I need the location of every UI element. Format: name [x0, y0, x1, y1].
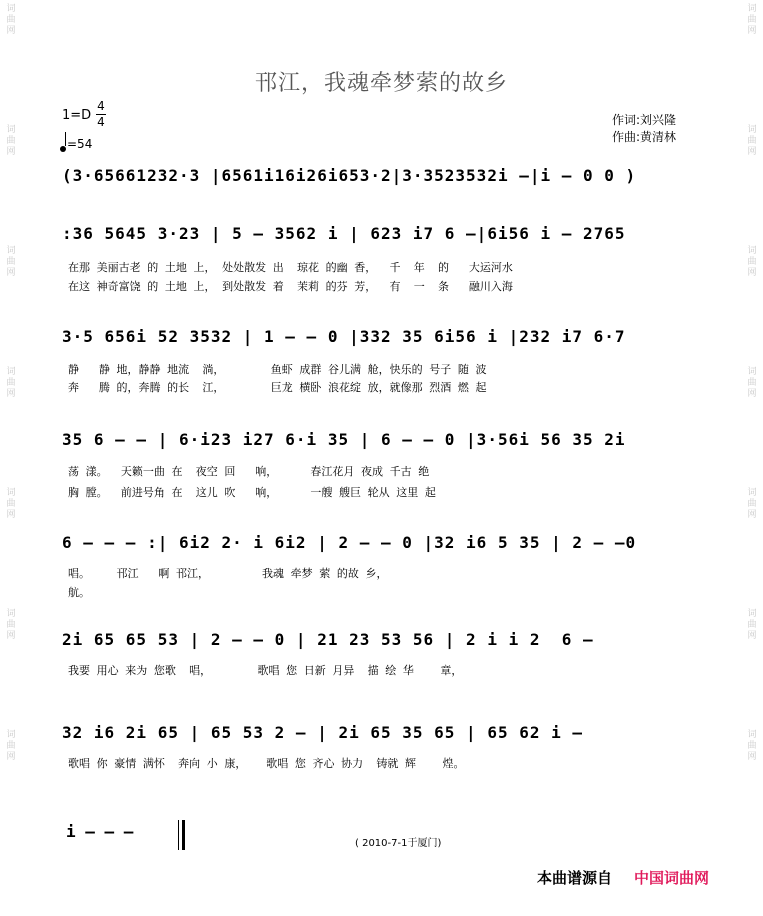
watermark-char: 网 — [747, 147, 757, 157]
key-signature: 1=D — [62, 108, 92, 123]
watermark-char: 曲 — [6, 620, 16, 630]
lyric-line: 在这 神奇富饶 的 土地 上， 到处散发 着 茉莉 的芬 芳， 有 一 条 融川入海 — [68, 280, 513, 293]
note-stem — [65, 132, 66, 146]
watermark-left — [4, 4, 18, 851]
watermark-char: 词 — [747, 125, 757, 135]
score-row: 6 – – – :| 6i2 2· i 6i2 | 2 – – 0 |32 i6 5 35 | 2 – –0 — [62, 533, 637, 552]
watermark-gap — [745, 158, 759, 246]
watermark-char: 曲 — [747, 15, 757, 25]
meter-bottom: 4 — [97, 115, 105, 129]
watermark-char: 网 — [6, 510, 16, 520]
final-barline-thick — [182, 820, 185, 850]
watermark-char: 曲 — [6, 257, 16, 267]
watermark-char: 网 — [6, 389, 16, 399]
watermark-gap — [745, 279, 759, 367]
tempo-marking — [60, 134, 92, 151]
watermark-right — [745, 4, 759, 851]
watermark-char: 曲 — [747, 620, 757, 630]
source-label: 本曲谱源自 — [537, 869, 613, 887]
watermark-gap — [4, 158, 18, 246]
lyric-line: 我要 用心 来为 您歌 唱， 歌唱 您 日新 月异 描 绘 华 章， — [68, 664, 463, 677]
score-row: 32 i6 2i 65 | 65 53 2 – | 2i 65 35 65 | 65 62 i – — [62, 723, 584, 742]
lyric-line: 歌唱 你 豪情 满怀 奔向 小 康， 歌唱 您 齐心 协力 铸就 辉 煌。 — [68, 757, 465, 770]
score-row: (3·65661232·3 |6561i16i26i653·2|3·3523532i –|i – 0 0 ) — [62, 166, 637, 185]
watermark-char: 网 — [6, 752, 16, 762]
watermark-char: 网 — [747, 26, 757, 36]
lyric-line: 胸 膛。 前进号角 在 这儿 吹 响， 一艘 艘巨 轮从 这里 起 — [68, 486, 436, 499]
score-row: 35 6 – – | 6·i23 i27 6·i 35 | 6 – – 0 |3·56i 56 35 2i — [62, 430, 626, 449]
watermark-char: 词 — [6, 609, 16, 619]
watermark-gap — [745, 642, 759, 730]
watermark-char: 曲 — [6, 136, 16, 146]
watermark-char: 词 — [747, 730, 757, 740]
watermark-char: 曲 — [6, 499, 16, 509]
watermark-char: 词 — [6, 730, 16, 740]
lyric-line: 奔 腾 的，奔腾 的长 江， 巨龙 横卧 浪花绽 放，就像那 烈酒 燃 起 — [68, 381, 487, 394]
meter-top: 4 — [97, 99, 105, 113]
watermark-char: 曲 — [747, 378, 757, 388]
watermark-gap — [745, 400, 759, 488]
lyric-line: 静 静 地，静静 地流 淌， 鱼虾 成群 谷儿满 舱，快乐的 号子 随 波 — [68, 363, 487, 376]
watermark-char: 词 — [6, 4, 16, 14]
watermark-char: 词 — [747, 4, 757, 14]
tempo-value: =54 — [67, 137, 93, 151]
song-title: 邗江，我魂牵梦萦的故乡 — [254, 71, 508, 96]
watermark-gap — [4, 521, 18, 609]
watermark-char: 曲 — [747, 257, 757, 267]
watermark-char: 曲 — [6, 15, 16, 25]
watermark-gap — [745, 763, 759, 851]
lyric-line: 荡 漾。 天籁一曲 在 夜空 回 响， 春江花月 夜成 千古 绝 — [68, 465, 430, 478]
composer-credit: 作曲:黄清林 — [612, 130, 677, 144]
lyric-line: 航。 — [68, 586, 90, 599]
watermark-char: 网 — [6, 26, 16, 36]
watermark-char: 网 — [6, 268, 16, 278]
watermark-gap — [745, 521, 759, 609]
watermark-char: 曲 — [6, 741, 16, 751]
watermark-gap — [4, 642, 18, 730]
score-row: :36 5645 3·23 | 5 – 3562 i | 623 i7 6 –|6i56 i – 2765 — [62, 224, 626, 243]
watermark-gap — [4, 763, 18, 851]
watermark-char: 词 — [6, 246, 16, 256]
watermark-char: 词 — [6, 488, 16, 498]
watermark-char: 网 — [747, 631, 757, 641]
watermark-char: 曲 — [6, 378, 16, 388]
watermark-gap — [4, 400, 18, 488]
watermark-char: 网 — [6, 631, 16, 641]
watermark-char: 词 — [747, 609, 757, 619]
score-row: 2i 65 65 53 | 2 – – 0 | 21 23 53 56 | 2 i i 2 6 – — [62, 630, 594, 649]
watermark-char: 词 — [747, 367, 757, 377]
watermark-char: 网 — [747, 510, 757, 520]
watermark-char: 曲 — [747, 741, 757, 751]
watermark-char: 词 — [6, 125, 16, 135]
watermark-char: 网 — [6, 147, 16, 157]
source-site: 中国词曲网 — [634, 869, 710, 887]
watermark-char: 网 — [747, 752, 757, 762]
watermark-char: 曲 — [747, 499, 757, 509]
lyric-line: 在那 美丽古老 的 土地 上， 处处散发 出 琼花 的幽 香， 千 年 的 大运河水 — [68, 261, 513, 274]
watermark-char: 词 — [747, 488, 757, 498]
score-row: 3·5 656i 52 3532 | 1 – – 0 |332 35 6i56 i |232 i7 6·7 — [62, 327, 626, 346]
watermark-char: 曲 — [747, 136, 757, 146]
watermark-char: 词 — [6, 367, 16, 377]
composition-date: ( 2010-7-1于厦门) — [355, 838, 442, 849]
lyric-line: 唱。 邗江 啊 邗江， 我魂 牵梦 萦 的故 乡， — [68, 567, 388, 580]
watermark-char: 网 — [747, 268, 757, 278]
lyricist-credit: 作词:刘兴隆 — [612, 113, 677, 127]
final-barline-thin — [178, 820, 179, 850]
time-signature — [96, 100, 106, 129]
quarter-note-icon — [60, 146, 66, 152]
source-credit — [537, 867, 709, 888]
watermark-char: 网 — [747, 389, 757, 399]
watermark-char: 词 — [747, 246, 757, 256]
watermark-gap — [4, 279, 18, 367]
final-measure: i – – – — [66, 822, 134, 841]
